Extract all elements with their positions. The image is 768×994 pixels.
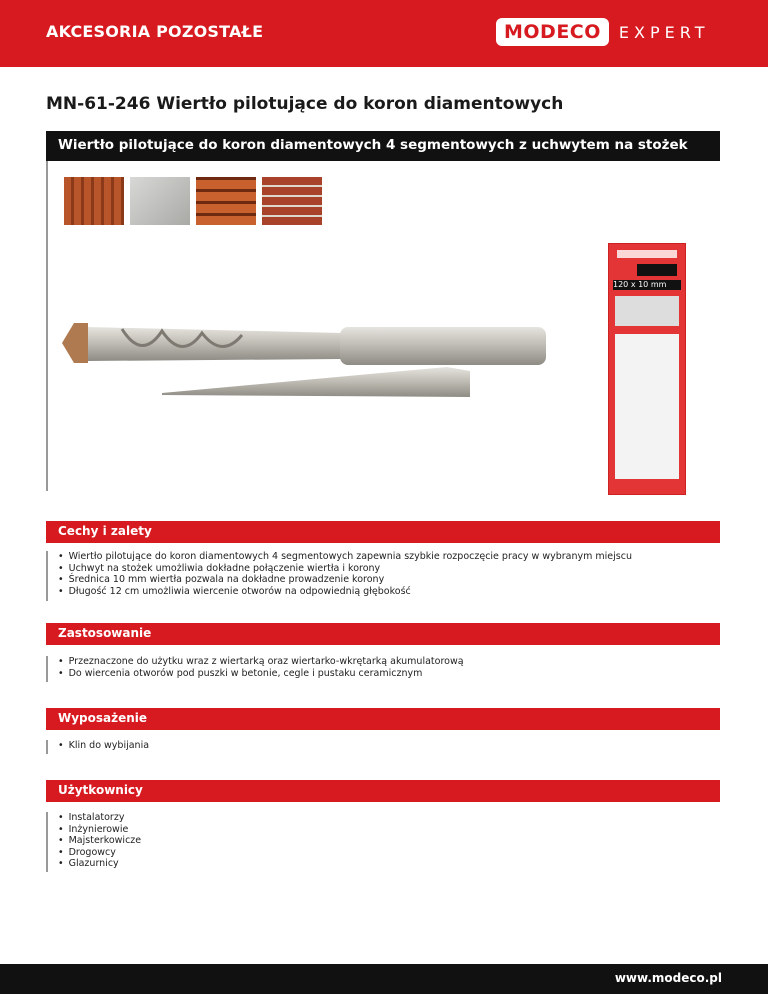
usage-list <box>58 656 464 679</box>
list-item: • Przeznaczone do użytku wraz z wiertarką oraz wiertarko-wkrętarką akumulatorową <box>58 656 464 668</box>
users-list <box>58 812 141 870</box>
section-header-features <box>46 521 720 543</box>
product-title: MN-61-246 Wiertło pilotujące do koron diamentowych <box>46 94 564 114</box>
ceramic-block-thumbnail <box>64 177 124 225</box>
features-list <box>58 551 632 597</box>
drill-shank <box>340 327 546 365</box>
package-material-window <box>615 296 679 326</box>
category-title: AKCESORIA POZOSTAŁE <box>46 22 264 41</box>
wedge-tool <box>162 367 470 397</box>
equipment-list <box>58 740 149 752</box>
logo-sub: EXPERT <box>618 22 710 42</box>
section-body-usage <box>46 656 464 682</box>
list-item: • Do wiercenia otworów pod puszki w betonie, cegle i pustaku ceramicznym <box>58 668 464 680</box>
list-item: • Klin do wybijania <box>58 740 149 752</box>
list-item: • Drogowcy <box>58 847 141 859</box>
section-title: Użytkownicy <box>58 783 143 797</box>
product-subtitle-bar <box>46 131 720 161</box>
logo-brand: MODECO <box>496 18 609 46</box>
product-package <box>608 243 686 495</box>
list-item: • Inżynierowie <box>58 824 141 836</box>
section-body-users <box>46 812 141 872</box>
package-logo <box>637 264 677 276</box>
section-header-equipment <box>46 708 720 730</box>
section-title: Cechy i zalety <box>58 524 152 538</box>
list-item: • Instalatorzy <box>58 812 141 824</box>
material-thumbnails <box>64 177 322 225</box>
hollow-brick-thumbnail <box>196 177 256 225</box>
page-footer <box>0 964 768 994</box>
section-title: Zastosowanie <box>58 626 152 640</box>
section-header-usage <box>46 623 720 645</box>
list-item: • Długość 12 cm umożliwia wiercenie otworów na odpowiednią głębokość <box>58 586 632 598</box>
list-item: • Glazurnicy <box>58 858 141 870</box>
list-item: • Wiertło pilotujące do koron diamentowych 4 segmentowych zapewnia szybkie rozpoczęcie pracy w wybranym miejscu <box>58 551 632 563</box>
drill-carbide-tip <box>62 323 88 363</box>
section-header-users <box>46 780 720 802</box>
concrete-thumbnail <box>130 177 190 225</box>
list-item: • Majsterkowicze <box>58 835 141 847</box>
list-item: • Średnica 10 mm wiertła pozwala na dokładne prowadzenie korony <box>58 574 632 586</box>
package-hanger <box>617 250 677 258</box>
modeco-expert-logo <box>496 16 709 48</box>
section-body-equipment <box>46 740 149 754</box>
section-title: Wyposażenie <box>58 711 148 725</box>
package-dimension: 120 x 10 mm <box>613 280 681 290</box>
brick-wall-thumbnail <box>262 177 322 225</box>
footer-url[interactable]: www.modeco.pl <box>614 971 722 985</box>
product-subtitle: Wiertło pilotujące do koron diamentowych 4 segmentowych z uchwytem na stożek <box>58 137 688 153</box>
page-header <box>0 0 768 67</box>
section-body-features <box>46 551 632 601</box>
list-item: • Uchwyt na stożek umożliwia dokładne połączenie wiertła i korony <box>58 563 632 575</box>
package-blister <box>615 334 679 479</box>
product-image-area <box>46 161 722 491</box>
drill-image <box>62 311 562 411</box>
